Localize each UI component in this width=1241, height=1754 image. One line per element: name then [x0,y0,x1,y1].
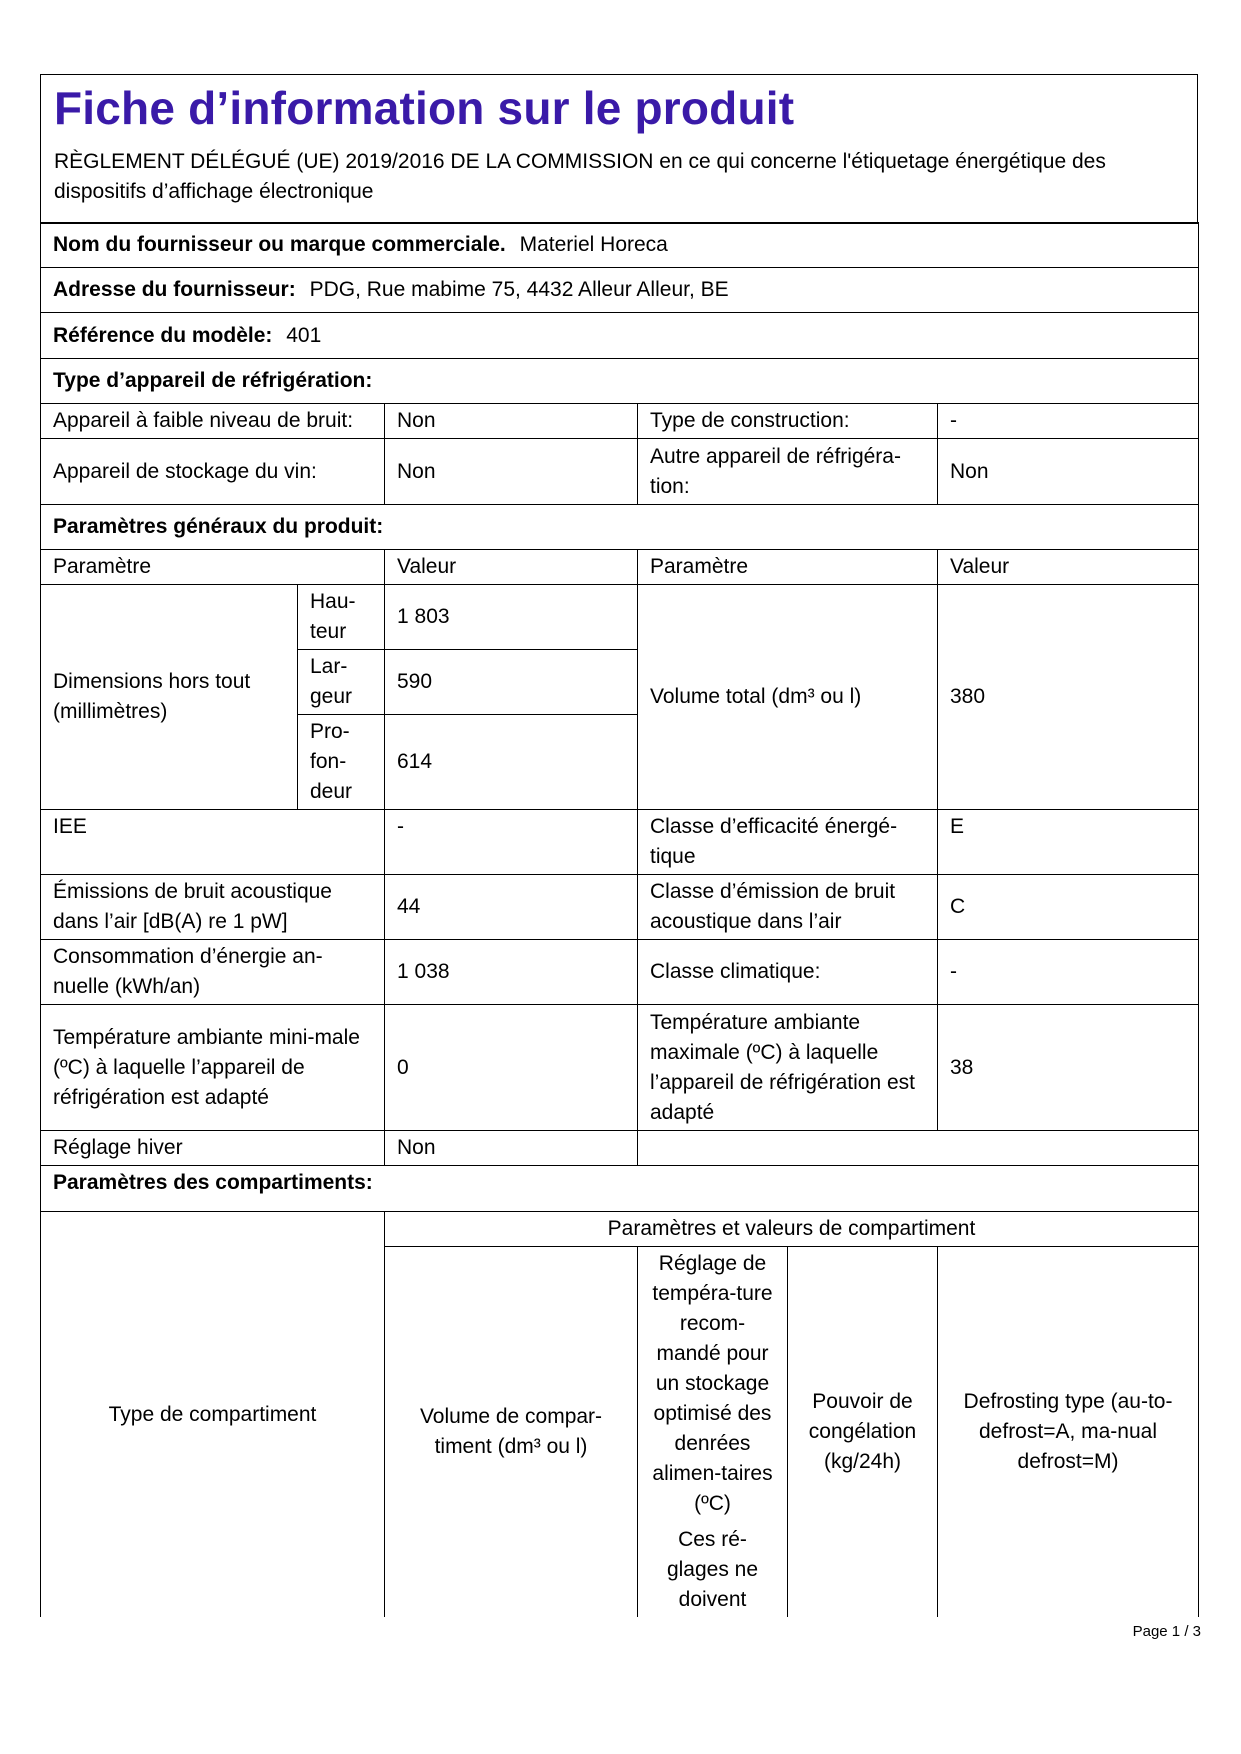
col-param-right: Paramètre [638,550,938,585]
volume-value: 380 [938,585,1199,810]
winter-row [41,1131,1199,1166]
page-title: Fiche d’information sur le produit [54,82,795,134]
construction-value: - [938,404,1199,439]
general-section [41,505,1199,550]
defrost-type-header: Defrosting type (au-to-defrost=A, ma-nual defrost=M) [938,1247,1199,1618]
volume-label: Volume total (dm³ ou l) [638,585,938,810]
appliance-type-section [41,359,1199,404]
regulation-subtitle: RÈGLEMENT DÉLÉGUÉ (UE) 2019/2016 DE LA COMMISSION en ce qui concerne l'étiquetage énergétique des dispositifs d’affichage électronique [54,150,1106,203]
model-row [41,313,1199,359]
compartments-group-row [41,1212,1199,1247]
model-label: Référence du modèle: [53,323,273,347]
supplier-name-value: Materiel Horeca [519,233,668,256]
low-noise-value: Non [385,404,638,439]
noise-label: Émissions de bruit acoustique dans l’air [dB(A) re 1 pW] [41,875,385,940]
wine-storage-label: Appareil de stockage du vin: [41,439,385,505]
winter-label: Réglage hiver [41,1131,385,1166]
max-temp-label: Température ambiante maximale (ºC) à laquelle l’appareil de réfrigération est adapté [638,1005,938,1131]
compartment-type-header: Type de compartiment [41,1212,385,1618]
appliance-type-heading: Type d’appareil de réfrigération: [41,359,1199,404]
compartment-temp-header-cell [638,1247,788,1618]
general-header-row [41,550,1199,585]
noise-row [41,875,1199,940]
compartments-section [41,1166,1199,1212]
col-value-right: Valeur [938,550,1199,585]
iee-row [41,810,1199,875]
dimensions-label: Dimensions hors tout (millimètres) [41,585,298,810]
noise-value: 44 [385,875,638,940]
climate-label: Classe climatique: [638,940,938,1005]
low-noise-label: Appareil à faible niveau de bruit: [41,404,385,439]
supplier-address-value: PDG, Rue mabime 75, 4432 Alleur Alleur, BE [309,278,729,301]
consumption-label: Consommation d’énergie an-nuelle (kWh/an) [41,940,385,1005]
iee-label: IEE [41,810,385,875]
compartment-temp-note: Ces ré-glages ne doivent [666,1528,759,1611]
winter-empty-cell [638,1131,1199,1166]
winter-value: Non [385,1131,638,1166]
height-value: 1 803 [385,585,638,650]
wine-storage-row [41,439,1199,505]
consumption-value: 1 038 [385,940,638,1005]
depth-value: 614 [385,715,638,810]
width-label: Lar-geur [298,650,385,715]
width-value: 590 [385,650,638,715]
min-temp-value: 0 [385,1005,638,1131]
iee-value: - [385,810,638,875]
supplier-address-row [41,268,1199,313]
col-value-left: Valeur [385,550,638,585]
product-sheet [40,74,1198,1614]
sheet-header [40,74,1198,224]
supplier-address-label: Adresse du fournisseur: [53,278,296,301]
max-temp-value: 38 [938,1005,1199,1131]
energy-class-value: E [938,810,1199,875]
low-noise-row [41,404,1199,439]
other-appliance-value: Non [938,439,1199,505]
product-table [40,222,1199,1617]
min-temp-label: Température ambiante mini-male (ºC) à laquelle l’appareil de réfrigération est adapté [41,1005,385,1131]
height-label: Hau-teur [298,585,385,650]
climate-value: - [938,940,1199,1005]
compartment-volume-header: Volume de compar-timent (dm³ ou l) [385,1247,638,1618]
depth-label: Pro-fon-deur [298,715,385,810]
consumption-row [41,940,1199,1005]
ambient-temp-row [41,1005,1199,1131]
supplier-name-row [41,223,1199,268]
model-value: 401 [286,323,322,347]
noise-class-label: Classe d’émission de bruit acoustique dans l’air [638,875,938,940]
col-param-left: Paramètre [41,550,385,585]
construction-label: Type de construction: [638,404,938,439]
page-number: Page 1 / 3 [1132,1623,1201,1640]
energy-class-label: Classe d’efficacité énergé-tique [638,810,938,875]
noise-class-value: C [938,875,1199,940]
general-heading: Paramètres généraux du produit: [41,505,1199,550]
dimension-height-row [41,585,1199,650]
wine-storage-value: Non [385,439,638,505]
other-appliance-label: Autre appareil de réfrigéra-tion: [638,439,938,505]
compartment-temp-header: Réglage de tempéra-ture recom-mandé pour un stockage optimisé des denrées alimen-taires (ºC) [652,1252,773,1515]
compartment-group-header: Paramètres et valeurs de compartiment [385,1212,1199,1247]
supplier-name-label: Nom du fournisseur ou marque commerciale. [53,233,506,256]
freezing-capacity-header: Pouvoir de congélation (kg/24h) [788,1247,938,1618]
compartments-heading: Paramètres des compartiments: [41,1166,1199,1212]
